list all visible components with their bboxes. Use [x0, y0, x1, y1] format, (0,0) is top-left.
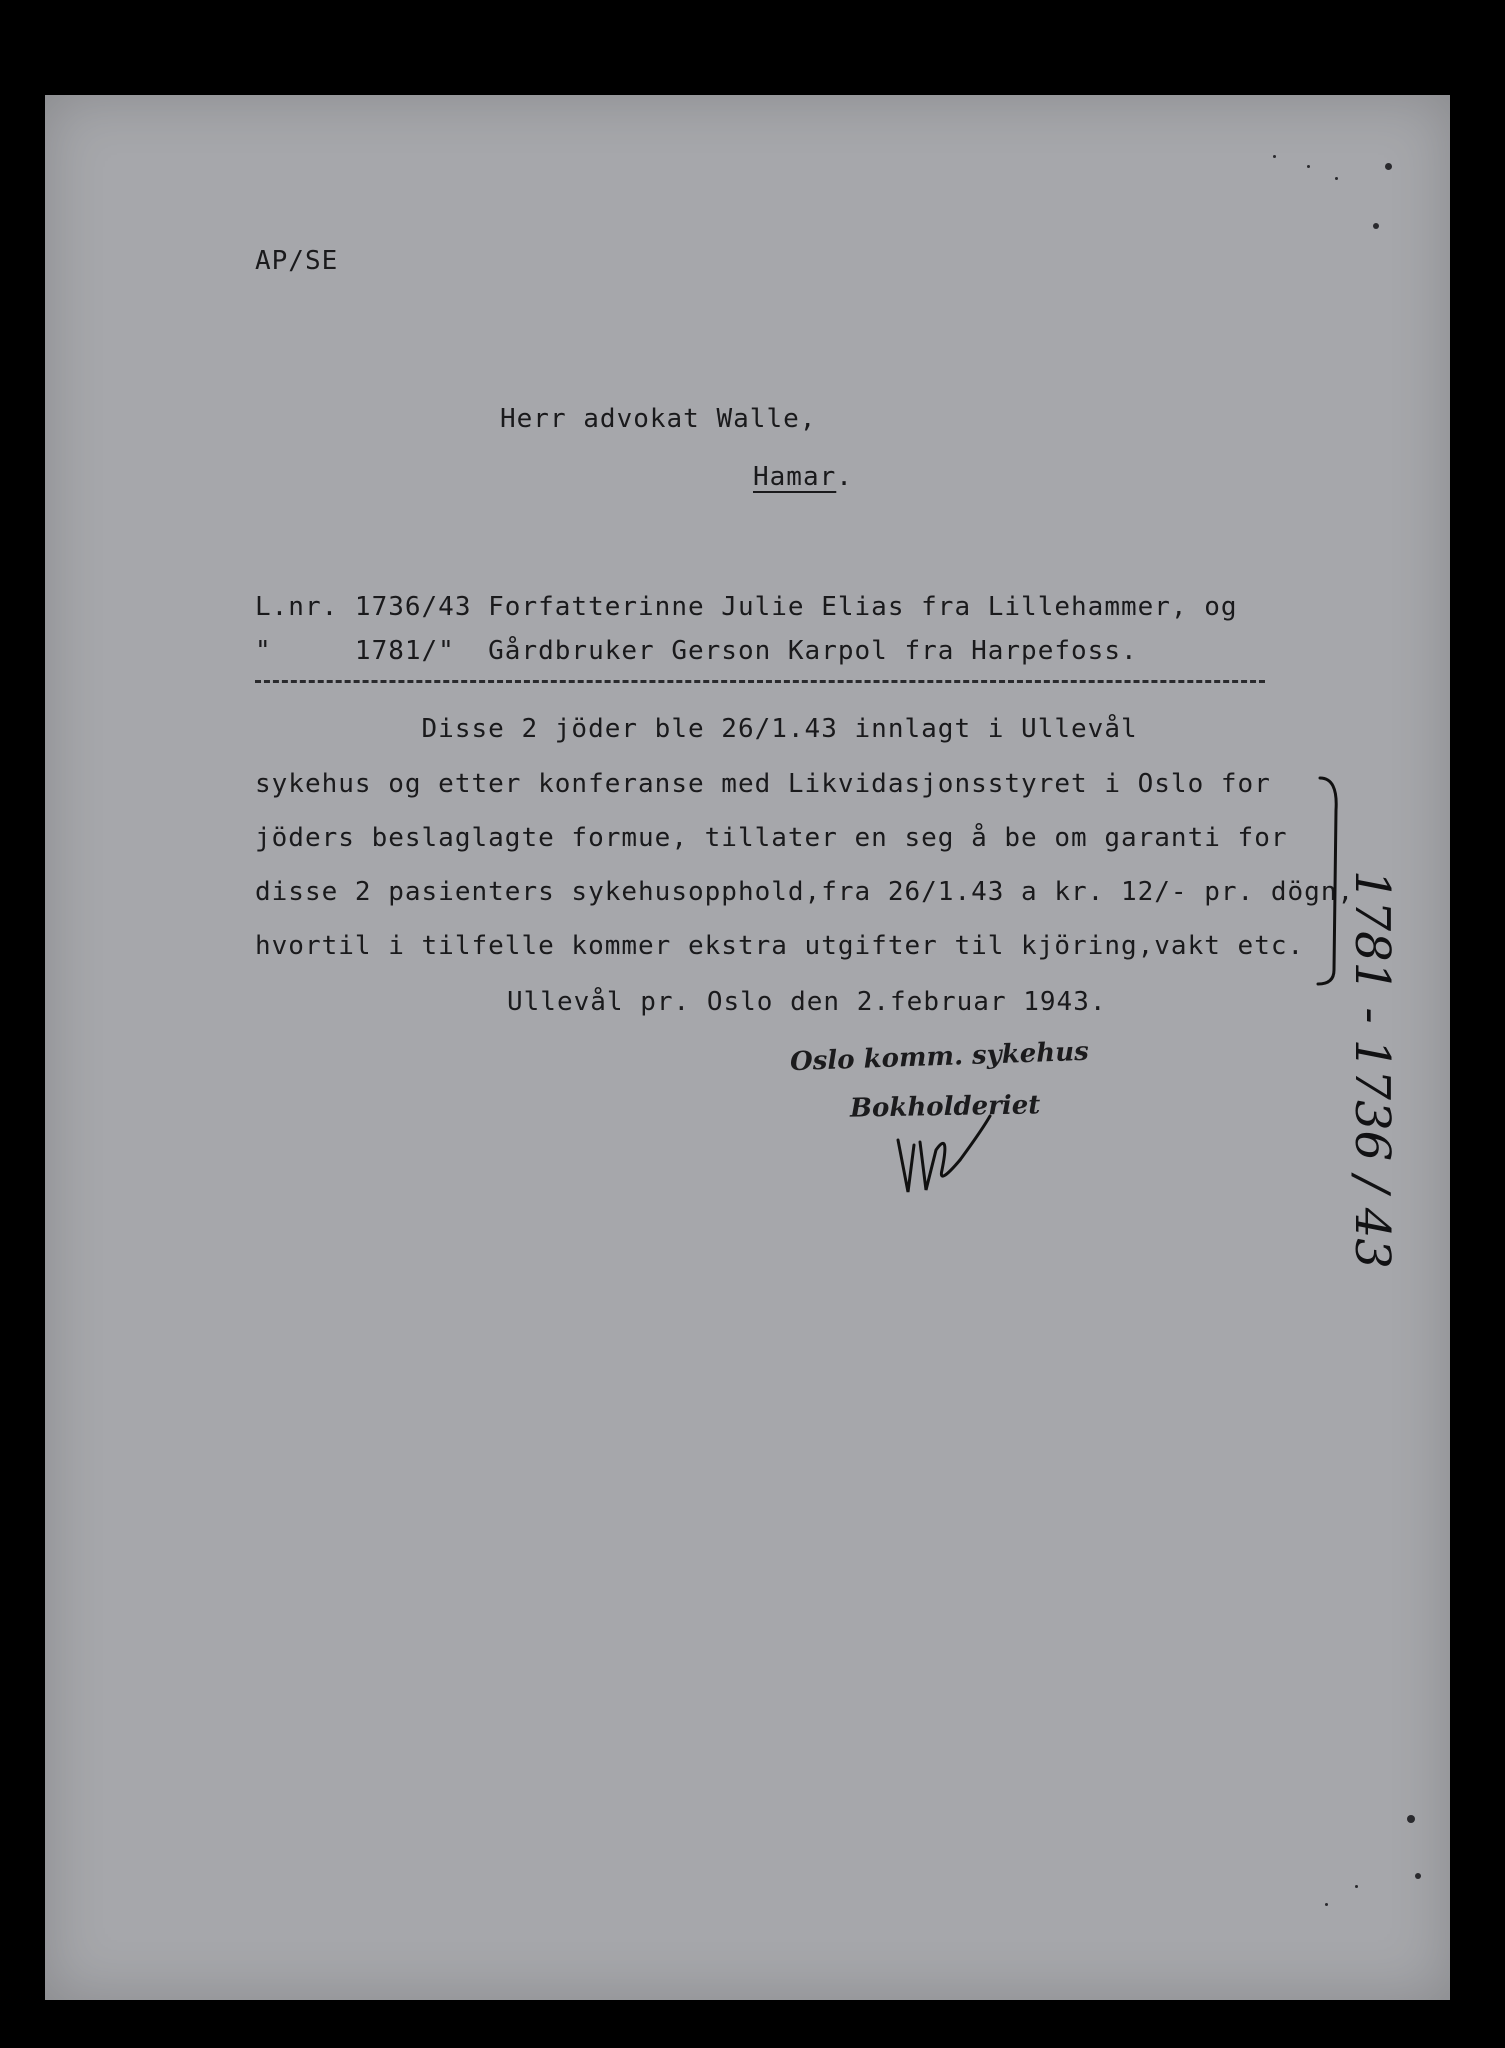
reference-code: AP/SE: [255, 246, 339, 276]
subject-line-2: " 1781/" Gårdbruker Gerson Karpol fra Harpefoss.: [255, 636, 1138, 666]
margin-bracket: [1300, 770, 1350, 990]
body-line-1: Disse 2 jöder ble 26/1.43 innlagt i Ullevål: [255, 714, 1138, 744]
body-line-2: sykehus og etter konferanse med Likvidasjonsstyret i Oslo for: [255, 769, 1271, 799]
scan-speck: [1307, 165, 1310, 168]
scan-speck: [1415, 1873, 1421, 1879]
addressee-city-punctuation: .: [836, 462, 853, 492]
stamp-line-2: Bokholderiet: [849, 1090, 1041, 1124]
document-page: [45, 95, 1450, 2000]
body-line-3: jöders beslaglagte formue, tillater en seg å be om garanti for: [255, 823, 1288, 853]
scan-speck: [1373, 223, 1379, 229]
stamp-line-1: Oslo komm. sykehus: [789, 1036, 1090, 1078]
scan-speck: [1385, 163, 1392, 170]
scan-speck: [1273, 155, 1276, 158]
body-line-4: disse 2 pasienters sykehusopphold,fra 26/1.43 a kr. 12/- pr. dögn,: [255, 877, 1355, 907]
addressee-line: Herr advokat Walle,: [500, 404, 817, 434]
scan-speck: [1407, 1815, 1415, 1823]
body-line-5: hvortil i tilfelle kommer ekstra utgifter til kjöring,vakt etc.: [255, 931, 1305, 961]
subject-divider: [255, 680, 1265, 683]
scan-speck: [1325, 1903, 1328, 1906]
subject-line-1: L.nr. 1736/43 Forfatterinne Julie Elias fra Lillehammer, og: [255, 592, 1238, 622]
scan-speck: [1335, 177, 1338, 180]
addressee-city-line: [753, 462, 853, 492]
closing-date-line: Ullevål pr. Oslo den 2.februar 1943.: [507, 987, 1107, 1017]
handwritten-initials: [890, 1110, 1010, 1200]
addressee-city: Hamar: [753, 462, 837, 492]
scan-speck: [1355, 1885, 1358, 1888]
margin-case-numbers: 1781 - 1736 / 43: [1344, 870, 1400, 1269]
